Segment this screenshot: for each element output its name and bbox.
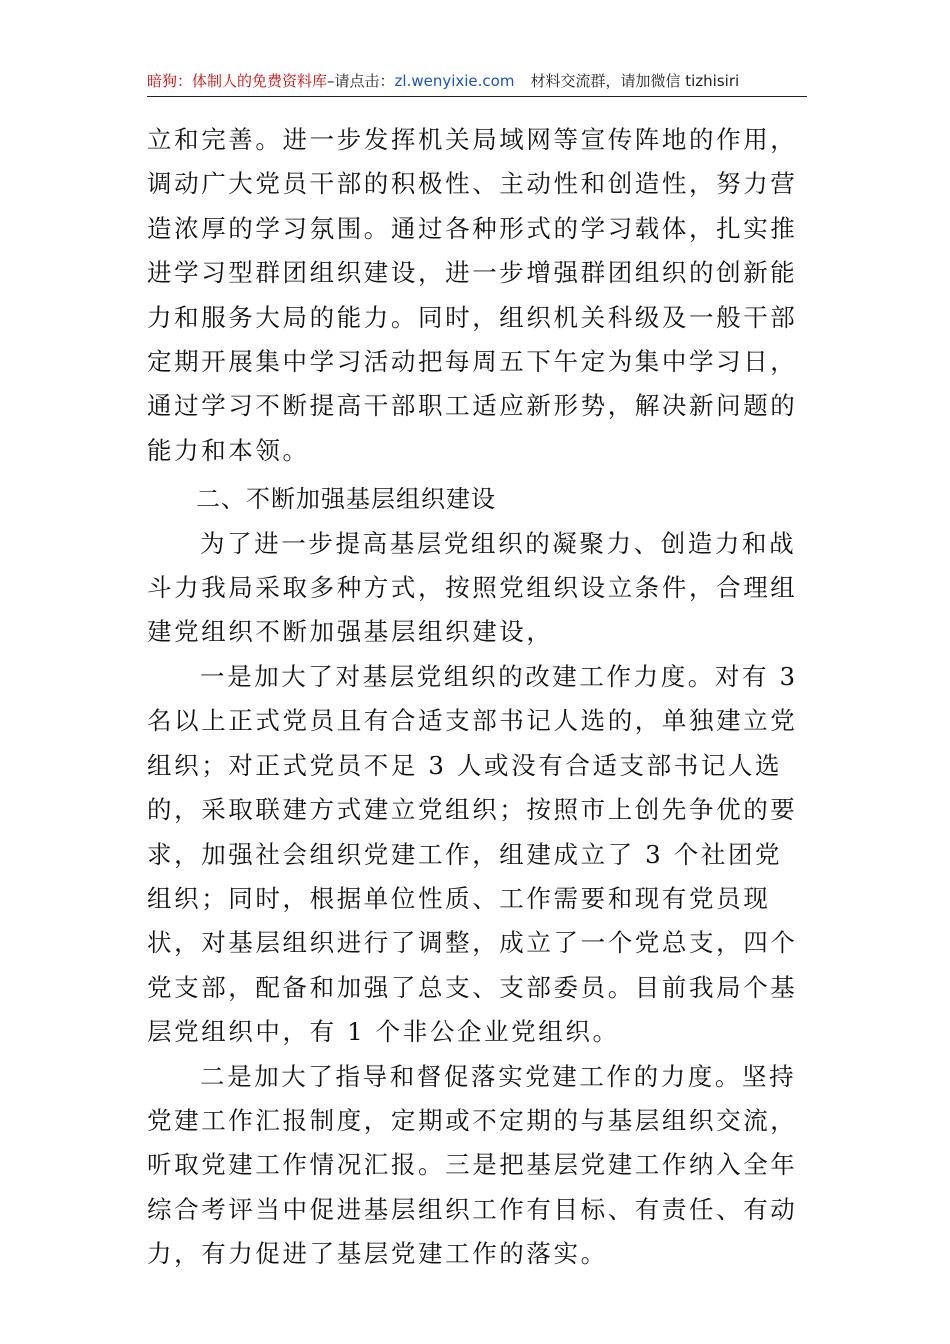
- paragraph-continued: 立和完善。进一步发挥机关局域网等宣传阵地的作用，调动广大党员干部的积极性、主动性和创造性，努力营造浓厚的学习氛围。通过各种形式的学习载体，扎实推进学习型群团组织建设，进一步增强群团组织的创新能力和服务大局的能力。同时，组织机关科级及一般干部定期开展集中学习活动把每周五下午定为集中学习日，通过学习不断提高干部职工适应新形势，解决新问题的能力和本领。: [147, 125, 798, 465]
- header-brand: 暗狗：体制人的免费资料库: [147, 72, 328, 90]
- header-link[interactable]: zl.wenyixie.com: [394, 72, 515, 90]
- header-wechat-note: 材料交流群，请加微信 tizhisiri: [530, 72, 740, 90]
- paragraph-point-one: 一是加大了对基层党组织的改建工作力度。对有 3 名以上正式党员且有合适支部书记人选的，单独建立党组织；对正式党员不足 3 人或没有合适支部书记人选的，采取联建方式建立党组织；按照市上创先争优的要求，加强社会组织党建工作，组建成立了 3 个社团党组织；同时，根据单位性质、工作需要和现有党员现状，对基层组织进行了调整，成立了一个党总支，四个党支部，配备和加强了总支、支部委员。目前我局个基层党组织中，有 1 个非公企业党组织。: [147, 661, 798, 1047]
- document-body: [147, 118, 809, 1277]
- paragraph-point-two: 二是加大了指导和督促落实党建工作的力度。坚持党建工作汇报制度，定期或不定期的与基层组织交流，听取党建工作情况汇报。三是把基层党建工作纳入全年综合考评当中促进基层组织工作有目标、有责任、有动力，有力促进了基层党建工作的落实。: [147, 1061, 798, 1269]
- section-heading: 二、不断加强基层组织建设: [196, 485, 496, 514]
- header-prompt: –请点击：: [327, 72, 395, 90]
- page-header: [147, 68, 807, 97]
- paragraph-intro: 为了进一步提高基层党组织的凝聚力、创造力和战斗力我局采取多种方式，按照党组织设立条件，合理组建党组织不断加强基层组织建设，: [147, 528, 798, 647]
